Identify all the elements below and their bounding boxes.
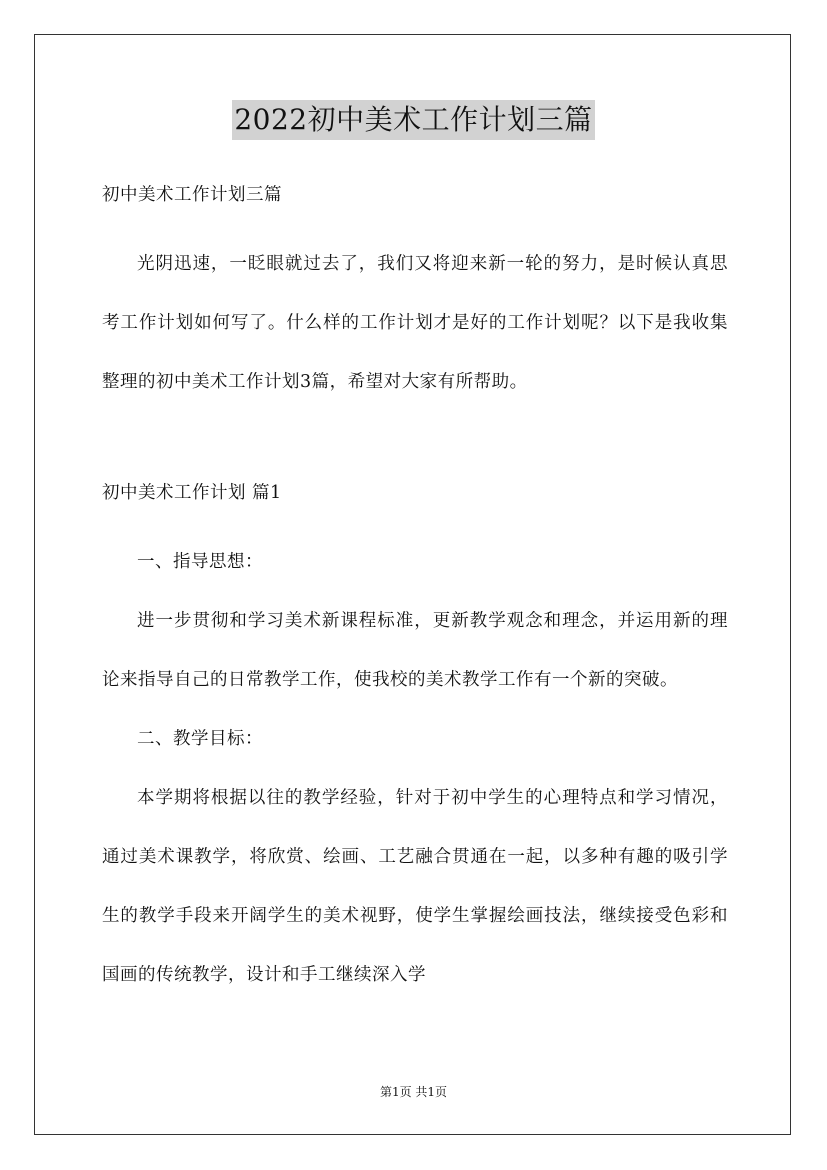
document-body: [102, 176, 728, 1005]
guiding-heading: 一、指导思想：: [137, 552, 263, 572]
title-wrap: [0, 100, 827, 140]
goals-paragraph: 本学期将根据以往的教学经验，针对于初中学生的心理特点和学习情况，通过美术课教学，将欣赏、绘画、工艺融合贯通在一起，以多种有趣的吸引学生的教学手段来开阔学生的美术视野，使学生掌握绘画技法，继续接受色彩和国画的传统教学，设计和手工继续深入学: [102, 788, 728, 985]
document-title: 2022初中美术工作计划三篇: [232, 100, 594, 140]
guiding-paragraph: 进一步贯彻和学习美术新课程标准，更新教学观念和理念，并运用新的理论来指导自己的日常教学工作，使我校的美术教学工作有一个新的突破。: [102, 611, 728, 690]
document-subtitle: 初中美术工作计划三篇: [102, 185, 282, 205]
page-footer: 第1页 共1页: [379, 1085, 448, 1099]
section-heading: 初中美术工作计划 篇1: [102, 483, 282, 503]
intro-paragraph: 光阴迅速，一眨眼就过去了，我们又将迎来新一轮的努力，是时候认真思考工作计划如何写了。什么样的工作计划才是好的工作计划呢？以下是我收集整理的初中美术工作计划3篇，希望对大家有所帮助。: [102, 254, 728, 392]
goals-heading: 二、教学目标：: [137, 729, 263, 749]
